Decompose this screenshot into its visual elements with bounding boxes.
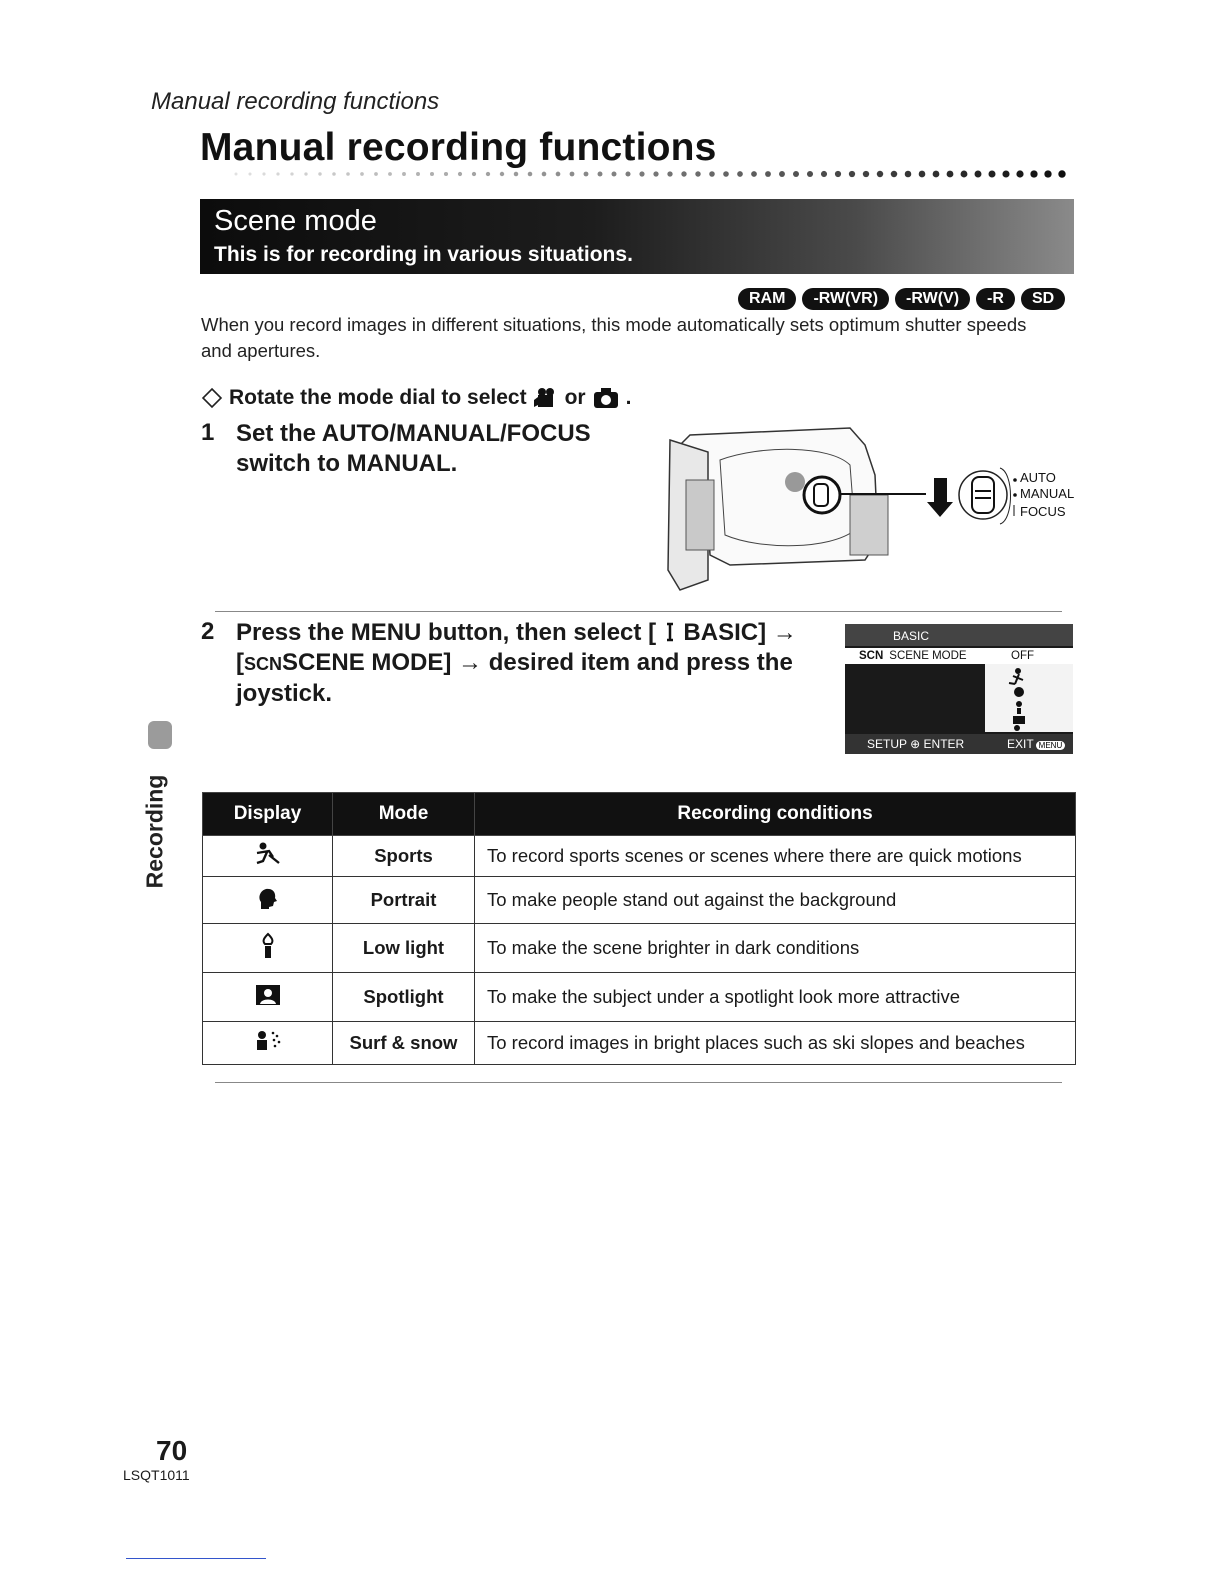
badge-ram: RAM (738, 288, 796, 310)
step-2-basic: BASIC] → (683, 619, 797, 646)
badge-rw-v: -RW(V) (895, 288, 970, 310)
banner-subtitle: This is for recording in various situations. (214, 243, 633, 266)
dotted-title-rule (230, 166, 1078, 182)
step-2-line2: SCENE MODE] → desired item and press the (282, 649, 793, 676)
spotlight-icon (254, 983, 282, 1007)
step-2-number: 2 (201, 618, 215, 645)
page-title: Manual recording functions (200, 126, 717, 169)
menu-footer-right: EXIT MENU (1007, 737, 1065, 751)
banner-title: Scene mode (214, 205, 377, 237)
document-code: LSQT1011 (123, 1467, 190, 1483)
section-divider-bottom (215, 1082, 1062, 1083)
table-row (203, 973, 1076, 1022)
surf-snow-icon (253, 1029, 283, 1053)
header-mode: Mode (333, 793, 475, 836)
side-tab-label: Recording (141, 774, 168, 889)
step-prep-or: or (564, 386, 586, 409)
mode-condition: To record sports scenes or scenes where there are quick motions (475, 836, 1076, 877)
table-row (203, 924, 1076, 973)
portrait-icon (255, 885, 281, 911)
step-2-line1: Press the MENU button, then select [ (236, 619, 657, 646)
basic-menu-icon (663, 621, 677, 643)
menu-screen-illustration (845, 624, 1073, 754)
table-row (203, 877, 1076, 924)
table-row (203, 836, 1076, 877)
camcorder-illustration (650, 420, 1075, 592)
step-2-bracket: [ (236, 649, 244, 676)
intro-paragraph: When you record images in different situations, this mode automatically sets optimum shutter speeds and apertures. (201, 314, 1027, 361)
badge-r: -R (976, 288, 1015, 310)
step-prep-end: . (625, 386, 632, 409)
side-tab (128, 718, 176, 898)
menu-row-value: OFF (1011, 650, 1034, 662)
header-display: Display (203, 793, 333, 836)
mode-condition: To make people stand out against the background (475, 877, 1076, 924)
menu-row-label: SCN SCENE MODE (859, 650, 967, 662)
badge-sd: SD (1021, 288, 1065, 310)
sports-icon (253, 841, 283, 867)
menu-options (985, 664, 1073, 732)
step-2-text (236, 618, 836, 709)
media-badges (738, 288, 1065, 312)
movie-camera-icon (533, 386, 559, 410)
mode-name: Portrait (333, 877, 475, 924)
step-1-text: Set the AUTO/MANUAL/FOCUS switch to MANUAL. (236, 420, 591, 477)
page-number: 70 (156, 1435, 188, 1466)
still-camera-icon (592, 386, 620, 410)
diamond-icon (201, 387, 223, 409)
scene-mode-table (202, 792, 1076, 1065)
mode-condition: To make the subject under a spotlight look more attractive (475, 973, 1076, 1022)
mode-name: Surf & snow (333, 1022, 475, 1065)
switch-label-focus: FOCUS (1020, 504, 1066, 519)
mode-name: Spotlight (333, 973, 475, 1022)
badge-rw-vr: -RW(VR) (802, 288, 889, 310)
mode-condition: To make the scene brighter in dark conditions (475, 924, 1076, 973)
table-row (203, 1022, 1076, 1065)
menu-header: BASIC (893, 629, 930, 643)
step-1-number: 1 (201, 419, 215, 446)
switch-label-auto: AUTO (1020, 470, 1056, 485)
side-tab-marker (148, 721, 172, 749)
table-header-row (203, 793, 1076, 836)
low-light-icon (258, 932, 278, 960)
bottom-edge-line (126, 1558, 266, 1559)
step-2-line3: joystick. (236, 680, 333, 707)
scene-mode-banner (200, 199, 1074, 274)
step-prep (201, 386, 631, 410)
mode-name: Low light (333, 924, 475, 973)
switch-label-manual: MANUAL (1020, 486, 1075, 501)
menu-footer-left: SETUP ⊕ ENTER (867, 737, 965, 751)
header-conditions: Recording conditions (475, 793, 1076, 836)
step-prep-text: Rotate the mode dial to select (229, 386, 527, 409)
running-header: Manual recording functions (151, 88, 440, 115)
section-divider-top (215, 611, 1062, 612)
mode-condition: To record images in bright places such as ski slopes and beaches (475, 1022, 1076, 1065)
scn-icon: SCN (244, 654, 283, 674)
mode-name: Sports (333, 836, 475, 877)
